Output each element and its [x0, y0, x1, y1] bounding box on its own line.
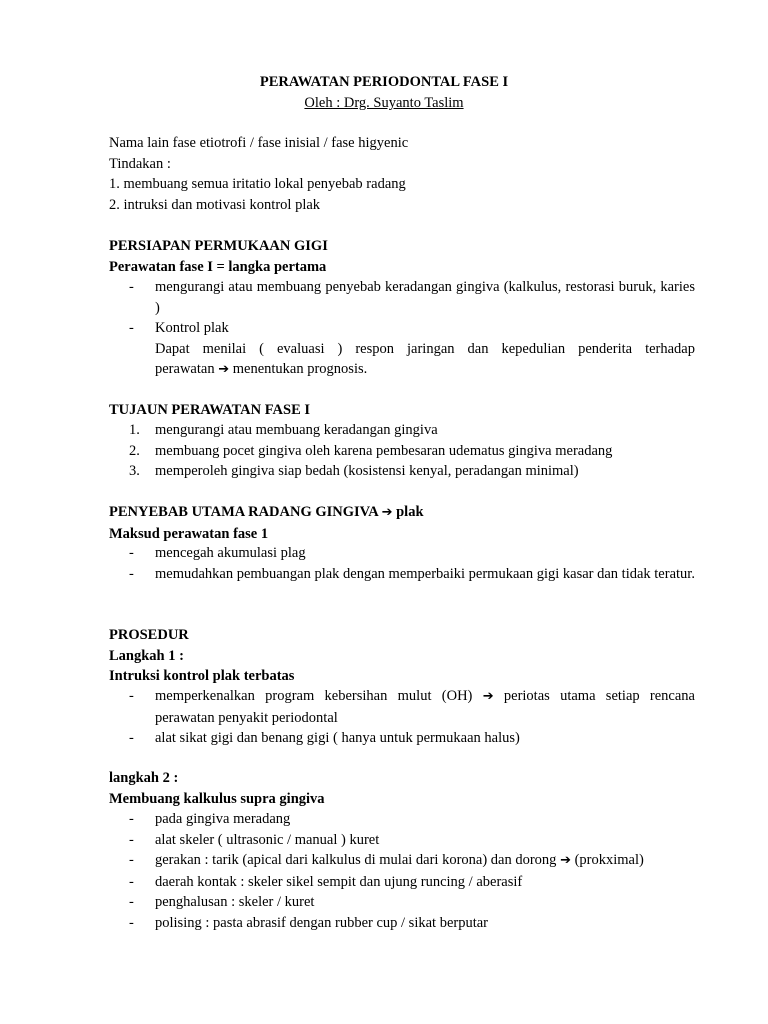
section-tujuan-list — [109, 420, 695, 482]
section-tujuan — [109, 400, 695, 421]
list-item-text: polising : pasta abrasif dengan rubber cup / sikat berputar — [155, 914, 488, 931]
list-item-text: mencegah akumulasi plag — [155, 545, 306, 561]
section-persiapan — [109, 236, 695, 277]
arrow-right-icon: ➔ — [218, 362, 230, 378]
dash-marker: - — [129, 730, 134, 747]
dash-marker: - — [129, 852, 134, 869]
section-penyebab-list — [109, 543, 695, 584]
section-heading: PERSIAPAN PERMUKAAN GIGI — [109, 238, 328, 254]
list-item — [109, 686, 695, 728]
list-item — [109, 830, 695, 851]
number-marker: 1. — [129, 422, 140, 438]
section-subheading: Perawatan fase I = langka pertama — [109, 258, 327, 275]
list-item — [109, 277, 695, 318]
list-item — [109, 543, 695, 564]
intro-line: 2. intruksi dan motivasi kontrol plak — [109, 196, 321, 213]
item-text: memperkenalkan program kebersihan mulut (OH) — [155, 688, 473, 704]
heading-text: PENYEBAB UTAMA RADANG GINGIVA — [109, 504, 378, 520]
section-prosedur-list — [109, 686, 695, 749]
list-item — [109, 850, 695, 872]
list-item-text — [155, 850, 695, 872]
list-item-text: pada gingiva meradang — [155, 811, 291, 827]
item-text: gerakan : tarik (apical dari kalkulus di mulai dari korona) dan dorong — [155, 852, 557, 869]
list-item-text: mengurangi atau membuang keradangan gingiva — [155, 422, 438, 438]
section-heading: TUJAUN PERAWATAN FASE I — [109, 402, 311, 418]
section-prosedur — [109, 625, 695, 687]
list-item — [109, 809, 695, 830]
item-text: (prokximal) — [574, 852, 644, 869]
step-heading: langkah 2 : — [109, 770, 179, 786]
arrow-right-icon: ➔ — [560, 853, 571, 869]
section-persiapan-list — [109, 277, 695, 381]
dash-marker: - — [129, 279, 134, 295]
dash-marker: - — [129, 831, 134, 848]
arrow-right-icon: ➔ — [482, 689, 494, 704]
list-item — [109, 872, 695, 893]
intro-line: Tindakan : — [109, 155, 171, 172]
list-item-text: memudahkan pembuangan plak dengan memperbaiki permukaan gigi kasar dan tidak teratur. — [155, 565, 695, 582]
numbered-item — [109, 441, 695, 462]
intro-line: 1. membuang semua iritatio lokal penyebab radang — [109, 176, 406, 193]
heading-text: plak — [396, 504, 424, 520]
list-item-text: alat skeler ( ultrasonic / manual ) kuret — [155, 831, 380, 848]
list-item-text: membuang pocet gingiva oleh karena pembesaran udematus gingiva meradang — [155, 442, 613, 459]
list-item-text: alat sikat gigi dan benang gigi ( hanya untuk permukaan halus) — [155, 730, 520, 747]
list-item — [109, 913, 695, 934]
section-langkah-2-list — [109, 809, 695, 934]
dash-marker: - — [129, 873, 134, 890]
section-subheading: Membuang kalkulus supra gingiva — [109, 790, 325, 807]
dash-marker: - — [129, 545, 134, 561]
list-item — [109, 892, 695, 913]
intro-block — [109, 133, 695, 215]
numbered-item — [109, 420, 695, 441]
intro-line: Nama lain fase etiotrofi / fase inisial / fase higyenic — [109, 135, 409, 151]
dash-marker: - — [129, 811, 134, 827]
dash-marker: - — [129, 320, 134, 337]
section-heading — [109, 502, 695, 524]
list-item — [109, 318, 695, 381]
document-title: PERAWATAN PERIODONTAL FASE I — [259, 74, 509, 90]
list-item-text: daerah kontak : skeler sikel sempit dan ujung runcing / aberasif — [155, 873, 523, 890]
list-item-text: mengurangi atau membuang penyebab keradangan gingiva (kalkulus, restorasi buruk, karies ) — [155, 279, 695, 316]
section-penyebab — [109, 502, 695, 544]
list-item — [109, 728, 695, 749]
list-item — [109, 564, 695, 585]
list-item-text: memperoleh gingiva siap bedah (kosistensi kenyal, peradangan minimal) — [155, 463, 579, 480]
number-marker: 3. — [129, 463, 140, 480]
section-heading: PROSEDUR — [109, 627, 189, 643]
list-item-text: penghalusan : skeler / kuret — [155, 894, 315, 911]
dash-marker: - — [129, 894, 134, 911]
list-item-description — [155, 359, 695, 381]
author-text: Oleh : Drg. Suyanto Taslim — [304, 95, 464, 111]
numbered-item — [109, 461, 695, 482]
dash-marker: - — [129, 565, 134, 582]
dash-marker: - — [129, 688, 134, 704]
list-item-text — [155, 686, 695, 728]
section-langkah-2 — [109, 768, 695, 809]
document-author — [0, 93, 768, 114]
section-subheading: Intruksi kontrol plak terbatas — [109, 668, 295, 685]
step-heading: Langkah 1 : — [109, 647, 184, 664]
list-item-description: Dapat menilai ( evaluasi ) respon jaringan dan kepedulian penderita terhadap — [155, 340, 695, 357]
section-subheading: Maksud perawatan fase 1 — [109, 525, 269, 542]
list-item-text: Kontrol plak — [155, 320, 229, 337]
description-text: perawatan — [155, 361, 215, 378]
arrow-right-icon: ➔ — [381, 505, 393, 520]
number-marker: 2. — [129, 442, 140, 459]
dash-marker: - — [129, 914, 134, 931]
item-text: periotas utama setiap rencana perawatan penyakit periodontal — [155, 688, 695, 726]
description-text: menentukan prognosis. — [232, 361, 368, 378]
